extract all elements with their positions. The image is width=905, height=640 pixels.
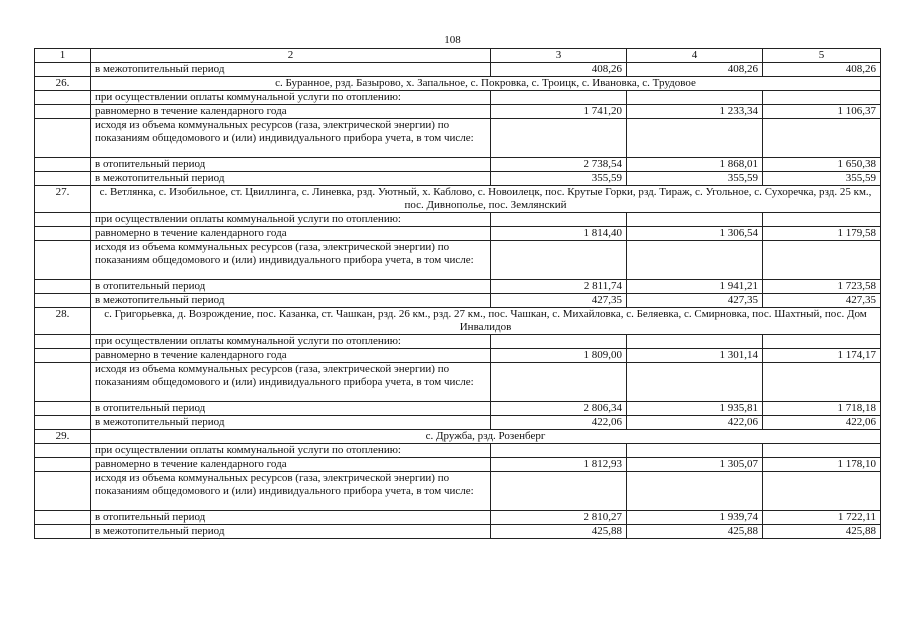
value-cell-col3 (491, 363, 627, 402)
value-cell-col4 (627, 119, 763, 158)
table-row (35, 91, 881, 105)
table-row (35, 213, 881, 227)
section-title: с. Ветлянка, с. Изобильное, ст. Цвиллинга, с. Линевка, рзд. Уютный, х. Каблово, с. Новоилецк, пос. Крутые Горки, рзд. Тираж, с. Угольное, с. Сухоречка, рзд. 25 км., пос. Дивнополье, пос. Землянский (91, 186, 881, 213)
column-number-3: 3 (491, 49, 627, 63)
row-number-cell (35, 158, 91, 172)
row-number-cell (35, 335, 91, 349)
row-number-cell (35, 105, 91, 119)
row-label: в межотопительный период (91, 294, 491, 308)
row-label: при осуществлении оплаты коммунальной услуги по отоплению: (91, 335, 491, 349)
section-number: 29. (35, 430, 91, 444)
value-cell-col3 (491, 241, 627, 280)
row-label: при осуществлении оплаты коммунальной услуги по отоплению: (91, 213, 491, 227)
section-title: с. Дружба, рзд. Розенберг (91, 430, 881, 444)
row-number-cell (35, 280, 91, 294)
row-number-cell (35, 363, 91, 402)
value-cell-col4 (627, 241, 763, 280)
column-number-4: 4 (627, 49, 763, 63)
value-cell-col4: 422,06 (627, 416, 763, 430)
section-heading-row (35, 77, 881, 91)
value-cell-col4 (627, 363, 763, 402)
value-cell-col4: 1 935,81 (627, 402, 763, 416)
value-cell-col5: 422,06 (763, 416, 881, 430)
table-row (35, 402, 881, 416)
value-cell-col3: 2 806,34 (491, 402, 627, 416)
value-cell-col3: 422,06 (491, 416, 627, 430)
value-cell-col5: 1 722,11 (763, 511, 881, 525)
value-cell-col4 (627, 91, 763, 105)
value-cell-col5: 1 718,18 (763, 402, 881, 416)
section-number: 26. (35, 77, 91, 91)
table-row (35, 105, 881, 119)
value-cell-col3: 1 809,00 (491, 349, 627, 363)
row-label: в отопительный период (91, 158, 491, 172)
row-label: равномерно в течение календарного года (91, 227, 491, 241)
row-label: в межотопительный период (91, 525, 491, 539)
table-row (35, 241, 881, 280)
table-row (35, 227, 881, 241)
value-cell-col4: 1 305,07 (627, 458, 763, 472)
row-label: равномерно в течение календарного года (91, 349, 491, 363)
value-cell-col5: 1 723,58 (763, 280, 881, 294)
row-number-cell (35, 119, 91, 158)
value-cell-col3: 427,35 (491, 294, 627, 308)
row-label: равномерно в течение календарного года (91, 105, 491, 119)
value-cell-col3: 2 738,54 (491, 158, 627, 172)
value-cell-col3: 1 812,93 (491, 458, 627, 472)
value-cell-col3: 1 814,40 (491, 227, 627, 241)
row-label: исходя из объема коммунальных ресурсов (газа, электрической энергии) по показаниям общедомового и (или) индивидуального прибора учета, в том числе: (91, 472, 491, 511)
value-cell-col5 (763, 444, 881, 458)
tariff-table (34, 48, 881, 539)
row-label: при осуществлении оплаты коммунальной услуги по отоплению: (91, 91, 491, 105)
table-row (35, 472, 881, 511)
row-label: при осуществлении оплаты коммунальной услуги по отоплению: (91, 444, 491, 458)
value-cell-col4: 1 306,54 (627, 227, 763, 241)
table-row (35, 294, 881, 308)
value-cell-col3 (491, 444, 627, 458)
value-cell-col3 (491, 335, 627, 349)
row-number-cell (35, 416, 91, 430)
section-heading-row (35, 186, 881, 213)
row-number-cell (35, 511, 91, 525)
value-cell-col4 (627, 335, 763, 349)
row-number-cell (35, 91, 91, 105)
row-number-cell (35, 241, 91, 280)
row-label: в межотопительный период (91, 172, 491, 186)
row-label: равномерно в течение календарного года (91, 458, 491, 472)
section-number: 27. (35, 186, 91, 213)
value-cell-col5: 355,59 (763, 172, 881, 186)
value-cell-col4: 425,88 (627, 525, 763, 539)
row-label: исходя из объема коммунальных ресурсов (газа, электрической энергии) по показаниям общедомового и (или) индивидуального прибора учета, в том числе: (91, 119, 491, 158)
table-row (35, 63, 881, 77)
value-cell-col3: 2 811,74 (491, 280, 627, 294)
value-cell-col5: 1 650,38 (763, 158, 881, 172)
value-cell-col5 (763, 363, 881, 402)
row-number-cell (35, 402, 91, 416)
value-cell-col5: 1 178,10 (763, 458, 881, 472)
table-row (35, 525, 881, 539)
row-number-cell (35, 294, 91, 308)
table-row (35, 444, 881, 458)
value-cell-col4: 355,59 (627, 172, 763, 186)
value-cell-col5 (763, 241, 881, 280)
table-row (35, 363, 881, 402)
row-number-cell (35, 444, 91, 458)
value-cell-col3 (491, 91, 627, 105)
row-label: исходя из объема коммунальных ресурсов (газа, электрической энергии) по показаниям общедомового и (или) индивидуального прибора учета, в том числе: (91, 241, 491, 280)
value-cell-col4 (627, 444, 763, 458)
value-cell-col4: 1 233,34 (627, 105, 763, 119)
section-heading-row (35, 430, 881, 444)
row-number-cell (35, 227, 91, 241)
value-cell-col3: 425,88 (491, 525, 627, 539)
tariff-table-body (35, 49, 881, 539)
row-label: исходя из объема коммунальных ресурсов (газа, электрической энергии) по показаниям общедомового и (или) индивидуального прибора учета, в том числе: (91, 363, 491, 402)
table-row (35, 158, 881, 172)
column-number-5: 5 (763, 49, 881, 63)
row-number-cell (35, 172, 91, 186)
value-cell-col4: 1 941,21 (627, 280, 763, 294)
value-cell-col5 (763, 213, 881, 227)
row-number-cell (35, 213, 91, 227)
value-cell-col5 (763, 119, 881, 158)
row-number-cell (35, 458, 91, 472)
value-cell-col3: 2 810,27 (491, 511, 627, 525)
value-cell-col4 (627, 213, 763, 227)
value-cell-col5: 1 179,58 (763, 227, 881, 241)
row-number-cell (35, 472, 91, 511)
value-cell-col4: 408,26 (627, 63, 763, 77)
row-label: в межотопительный период (91, 63, 491, 77)
row-number-cell (35, 63, 91, 77)
value-cell-col3: 1 741,20 (491, 105, 627, 119)
section-heading-row (35, 308, 881, 335)
table-row (35, 349, 881, 363)
value-cell-col4: 1 301,14 (627, 349, 763, 363)
value-cell-col4 (627, 472, 763, 511)
value-cell-col3: 355,59 (491, 172, 627, 186)
value-cell-col5 (763, 335, 881, 349)
column-number-row (35, 49, 881, 63)
value-cell-col3 (491, 119, 627, 158)
value-cell-col5: 425,88 (763, 525, 881, 539)
value-cell-col4: 1 939,74 (627, 511, 763, 525)
section-title: с. Буранное, рзд. Базырово, х. Запальное, с. Покровка, с. Троицк, с. Ивановка, с. Трудовое (91, 77, 881, 91)
page-number: 108 (444, 34, 461, 46)
section-number: 28. (35, 308, 91, 335)
value-cell-col5 (763, 91, 881, 105)
row-label: в отопительный период (91, 280, 491, 294)
column-number-1: 1 (35, 49, 91, 63)
value-cell-col4: 1 868,01 (627, 158, 763, 172)
value-cell-col5: 1 106,37 (763, 105, 881, 119)
column-number-2: 2 (91, 49, 491, 63)
row-label: в отопительный период (91, 511, 491, 525)
value-cell-col5: 1 174,17 (763, 349, 881, 363)
row-number-cell (35, 525, 91, 539)
table-row (35, 335, 881, 349)
table-row (35, 458, 881, 472)
value-cell-col5: 408,26 (763, 63, 881, 77)
value-cell-col4: 427,35 (627, 294, 763, 308)
value-cell-col5 (763, 472, 881, 511)
value-cell-col3 (491, 213, 627, 227)
table-row (35, 280, 881, 294)
value-cell-col5: 427,35 (763, 294, 881, 308)
value-cell-col3: 408,26 (491, 63, 627, 77)
row-label: в отопительный период (91, 402, 491, 416)
row-number-cell (35, 349, 91, 363)
table-row (35, 119, 881, 158)
section-title: с. Григорьевка, д. Возрождение, пос. Казанка, ст. Чашкан, рзд. 26 км., рзд. 27 км., пос. Чашкан, с. Михайловка, с. Беляевка, с. Смирновка, пос. Шахтный, пос. Дом Инвалидов (91, 308, 881, 335)
table-row (35, 416, 881, 430)
value-cell-col3 (491, 472, 627, 511)
row-label: в межотопительный период (91, 416, 491, 430)
table-row (35, 172, 881, 186)
table-row (35, 511, 881, 525)
